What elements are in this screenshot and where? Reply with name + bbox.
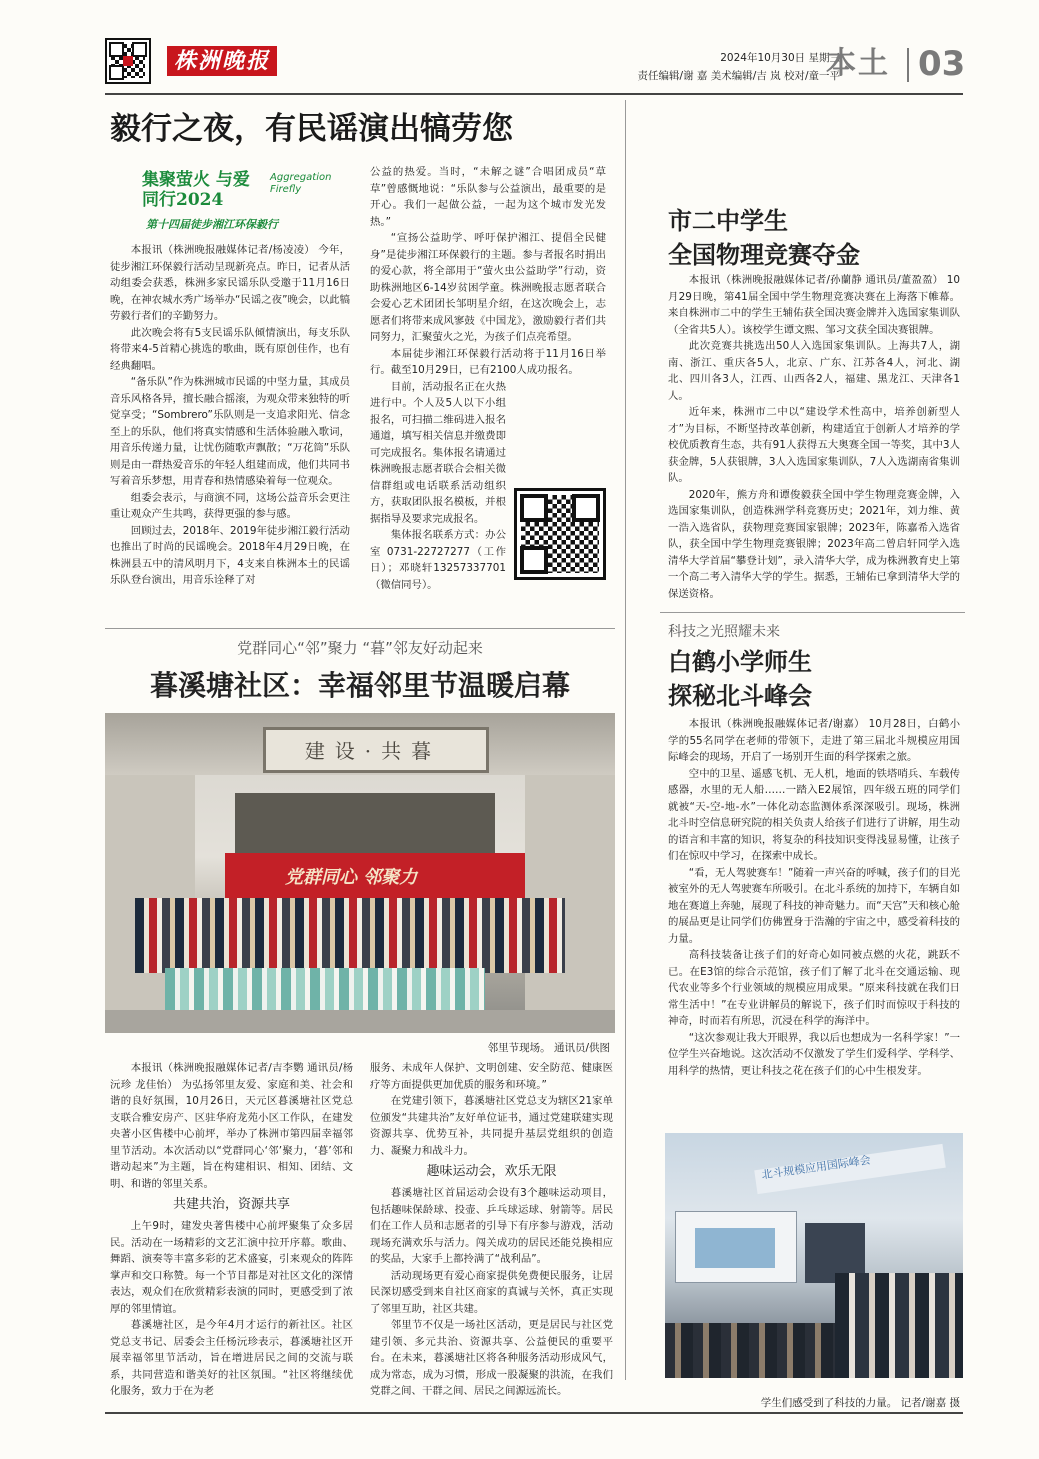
article3-headline-line-2: 全国物理竞赛夺金: [668, 240, 860, 269]
stage-banner: 党群同心 邻聚力: [285, 867, 418, 888]
article1-headline: 毅行之夜，有民谣演出犒劳您: [110, 111, 513, 147]
article3-headline: [668, 204, 958, 272]
section-label: 本土: [826, 46, 890, 81]
archway-sign: 建设·共暮: [304, 739, 442, 763]
paragraph: 此次竞赛共挑选出50人入选国家集训队。上海共7人，湖南、浙江、重庆各5人，北京、广东、江苏各4人，河北、湖北、四川各3人，江西、山西各2人，福建、黑龙江、天津各1人。: [668, 340, 960, 402]
paragraph: 本报讯（株洲晚报融媒体记者/谢嘉） 10月28日，白鹤小学的55名同学在老师的带领下，走进了第三届北斗规模应用国际峰会的现场，开启了一场别开生面的科学探索之旅。: [668, 718, 960, 763]
paragraph: “看，无人驾驶赛车！”随着一声兴奋的呼喊，孩子们的目光被室外的无人驾驶赛车所吸引。在北斗系统的加持下，车辆自如地在赛道上奔驰，展现了科技的神奇魅力。而“天宫”天和核心舱的展品更是让同学们仿佛置身于浩瀚的宇宙之中，感受着科技的力量。: [668, 866, 960, 945]
masthead-qr-code-icon: [105, 38, 151, 84]
paragraph: 本报讯（株洲晚报融媒体记者/孙蘭静 通讯员/董盈盈） 10月29日晚，第41届全国中学生物理竞赛决赛在上海落下帷幕。来自株洲市二中的学生王辅佑获全国决赛金牌并入选国家集训队（全省共5人）。该校学生谭文熙、邹习文获全国决赛银牌。: [668, 274, 960, 336]
article2-headline: 暮溪塘社区：幸福邻里节温暖启幕: [149, 669, 570, 702]
science-expo-banner: 北斗规模应用国际峰会: [760, 1153, 872, 1182]
event-logo-season: 第十四届徒步湘江环保毅行: [146, 218, 278, 231]
page-number: 03: [918, 44, 966, 84]
paragraph: “宣扬公益助学、呼吁保护湘江、提倡全民健身”是徒步湘江环保毅行的主题。参与者报名时捐出的爱心款，将全部用于“萤火虫公益助学”行动，资助株洲地区6-14岁贫困学童。株洲晚报志愿者联合会爱心艺术团团长邹明星介绍，在这次晚会上，志愿者们将带来成风寥鼓《中国龙》，激励毅行者们共同努力，汇聚萤火之光，为孩子们点亮希望。: [370, 232, 606, 343]
article4-headline-line-2: 探秘北斗峰会: [668, 681, 812, 710]
neighborhood-festival-photo: [105, 713, 615, 1033]
section-divider: [907, 48, 909, 82]
editors-line: 责任编辑/谢 嘉 美术编辑/吉 岚 校对/童一平: [637, 70, 840, 82]
paragraph: 本届徒步湘江环保毅行活动将于11月16日举行。截至10月29日，已有2100人成功报名。: [370, 347, 606, 376]
paragraph: 活动现场更有爱心商家提供免费便民服务，让居民深切感受到来自社区商家的真诚与关怀，真正实现了邻里互助，社区共建。: [370, 1269, 613, 1315]
article2-subhead-1: 共建共治，资源共享: [172, 1197, 290, 1212]
event-logo-english-1: Aggregation: [270, 172, 332, 183]
article2-subhead-2: 趣味运动会，欢乐无限: [426, 1164, 557, 1179]
paragraph: 此次晚会将有5支民谣乐队倾情演出，每支乐队将带来4-5首精心挑选的歌曲，既有原创佳作，也有经典翻唱。: [110, 326, 350, 372]
event-logo-english-2: Firefly: [270, 184, 302, 195]
paragraph: 近年来，株洲市二中以“建设学术性高中，培养创新型人才”为目标，不断坚持改革创新，构建适宜于创新人才培养的学校优质教育生态，共有91人获得五大奥赛全国一等奖，其中3人获金牌，5人获银牌，3人入选国家集训队，7人入选湖南省集训队。: [668, 406, 960, 484]
paragraph: 在党建引领下，暮溪塘社区党总支为辖区21家单位颁发“共建共治”友好单位证书，通过党建联建实现资源共享、优势互补，共同提升基层党组织的创造力、凝聚力和战斗力。: [370, 1095, 613, 1157]
article3-body: [668, 272, 960, 602]
paragraph: 服务、未成年人保护、文明创建、安全防范、健康医疗等方面提供更加优质的服务和环境。”: [370, 1062, 613, 1091]
column-divider: [625, 100, 626, 1380]
paragraph: 空中的卫星、遥感飞机、无人机，地面的铁塔哨兵、车载传感器，水里的无人船……一踏入E2展馆，四年级五班的同学们就被“天-空-地-水”一体化动态监测体系深深吸引。现场，株洲北斗时空信息研究院的相关负责人给孩子们进行了讲解，用生动的语言和丰富的知识，将复杂的科技知识变得浅显易懂，让孩子们在惊叹中学习，在探索中成长。: [668, 767, 960, 862]
paragraph: 公益的热爱。当时，“未解之谜”合唱团成员“草草”曾感慨地说：“乐队参与公益演出，最重要的是开心。我们一起做公益，一起为这个城市发光发热。”: [370, 166, 606, 228]
paragraph: 2020年，熊方舟和谭俊毅获全国中学生物理竞赛金牌，入选国家集训队，创造株洲学科竞赛历史；2021年，刘力维、黄一浩入选省队，获物理竞赛国家银牌；2023年，陈嘉希入选省队，获全国中学生物理竞赛银牌；2023年高二曾启轩同学入选清华大学首届“攀登计划”，录入清华大学，成为株洲教育史上第一个高二考入清华大学的学生。据悉，王辅佑已拿到清华大学的保送资格。: [668, 488, 960, 600]
article4-kicker: 科技之光照耀未来: [668, 624, 780, 640]
paragraph: 本报讯（株洲晚报融媒体记者/吉李鹦 通讯员/杨沅珍 龙佳怡） 为弘扬邻里友爱、家庭和美、社会和谐的良好氛围，10月26日，天元区暮溪塘社区党总支联合雅安房产、区驻华府龙苑小区工作队，在建发央著小区售楼中心前坪，举办了株洲市第四届幸福邻里节活动。本次活动以“党群同心‘邻’聚力，‘暮’邻和谐动起来”为主题，旨在构建相识、相知、团结、文明、和谐的邻里关系。: [110, 1062, 353, 1190]
page-bottom-rule: [105, 1412, 963, 1414]
article4-headline: [668, 645, 958, 713]
registration-qr-code-icon[interactable]: [514, 488, 606, 580]
section-divider-line: [660, 612, 965, 613]
paragraph: 高科技装备让孩子们的好奇心如同被点燃的火花，跳跃不已。在E3馆的综合示范馆，孩子们了解了北斗在交通运输、现代农业等多个行业领域的规模应用成果。“原来科技就在我们日常生活中！”在专业讲解员的解说下，孩子们时而惊叹于科技的神奇，时而若有所思，沉浸在科学的海洋中。: [668, 949, 960, 1027]
article1-column-1: [110, 242, 350, 589]
paragraph: 回顾过去，2018年、2019年徒步湘江毅行活动也推出了时尚的民谣晚会。2018年4月29日晚，在株洲县五中的清风明月下，4支来自株洲本土的民谣乐队登台演出，用音乐诠释了对: [110, 524, 350, 586]
article3-headline-line-1: 市二中学生: [668, 206, 788, 235]
masthead-rule: [105, 93, 963, 95]
science-expo-photo: [665, 1133, 963, 1378]
paragraph: “备乐队”作为株洲城市民谣的中坚力量，其成员音乐风格各异，擅长融合摇滚，为观众带来独特的听觉享受；“Sombrero”乐队则是一支追求阳光、信念至上的乐队，他们将真实情感和生活体验融入歌词，用音乐传递力量，让忧伤随歌声飘散；“万花筒”乐队则是由一群热爱音乐的年轻人组建而成，他们共同书写着音乐梦想，用青春和热情感染着每一位观众。: [110, 376, 350, 487]
paragraph: 邻里节不仅是一场社区活动，更是居民与社区党建引领、多元共治、资源共享、公益便民的重要平台。在未来，暮溪塘社区将各种服务活动形成风气，成为常态，成为习惯，形成一股凝聚的洪流，在我们党群之间、干群之间、居民之间源远流长。: [370, 1319, 613, 1397]
paragraph: 集体报名联系方式：办公室 0731-22727277（工作日）；邓晓轩13257337701（微信同号）。: [370, 529, 506, 591]
paragraph: 本报讯（株洲晚报融媒体记者/杨凌凌） 今年，徒步湘江环保毅行活动呈现新亮点。昨日，记者从活动组委会获悉，株洲多家民谣乐队受邀于11月16日晚，在神农城水秀广场举办“民谣之夜”晚会，以此犒劳毅行者们的辛勤努力。: [110, 244, 350, 322]
event-logo: [142, 168, 347, 236]
paragraph: 暮溪塘社区，是今年4月才运行的新社区。社区党总支书记、居委会主任杨沅珍表示，暮溪塘社区开展幸福邻里节活动，旨在增进居民之间的交流与联系，共同营造和谐美好的社区氛围。“社区将继续优化服务，致力于在为老: [110, 1319, 353, 1397]
section-divider-line: [105, 628, 615, 629]
article2-column-2: [370, 1060, 613, 1400]
date-line: 2024年10月30日 星期三: [720, 52, 840, 64]
paragraph: 组委会表示，与商演不同，这场公益音乐会更注重让观众产生共鸣，获得更强的参与感。: [110, 491, 350, 520]
article2-kicker: 党群同心“邻”聚力 “暮”邻友好动起来: [237, 639, 483, 657]
paper-logo: 株洲晚报: [167, 46, 277, 76]
paragraph: 目前，活动报名正在火热进行中。个人及5人以下小组报名，可扫描二维码进入报名通道，填写相关信息并缴费即可完成报名。集体报名请通过株洲晚报志愿者联合会相关微信群组或电话联系活动组织方，获取团队报名模板，并根据指导及要求完成报名。: [370, 380, 506, 525]
paragraph: 上午9时，建发央著售楼中心前坪聚集了众多居民。活动在一场精彩的文艺汇演中拉开序幕。歌曲、舞蹈、演奏等丰富多彩的艺术盛宴，引来观众的阵阵掌声和交口称赞。每一个节目都是对社区文化的深情表达，观众们在欣赏精彩表演的同时，更感受到了浓厚的邻里情谊。: [110, 1220, 353, 1315]
article4-headline-line-1: 白鹤小学师生: [668, 647, 812, 676]
paragraph: “这次参观让我大开眼界，我以后也想成为一名科学家！”一位学生兴奋地说。这次活动不仅激发了学生们爱科学、学科学、用科学的热情，更让科技之花在孩子们的心中生根发芽。: [668, 1031, 960, 1077]
article4-body: [668, 716, 960, 1079]
article2-column-1: [110, 1060, 353, 1400]
neighborhood-festival-photo-caption: 邻里节现场。 通讯员/供图: [487, 1042, 610, 1054]
paragraph: 暮溪塘社区首届运动会设有3个趣味运动项目，包括趣味保龄球、投壶、乒乓球运球、射箭等。居民们在工作人员和志愿者的引导下有序参与游戏，活动现场充满欢乐与活力。闯关成功的居民还能兑换相应的奖品，大家手上都拎满了“战利品”。: [370, 1187, 613, 1265]
event-logo-title: 集聚萤火 与爱同行2024: [142, 170, 250, 210]
science-expo-photo-caption: 学生们感受到了科技的力量。 记者/谢嘉 摄: [760, 1397, 960, 1409]
